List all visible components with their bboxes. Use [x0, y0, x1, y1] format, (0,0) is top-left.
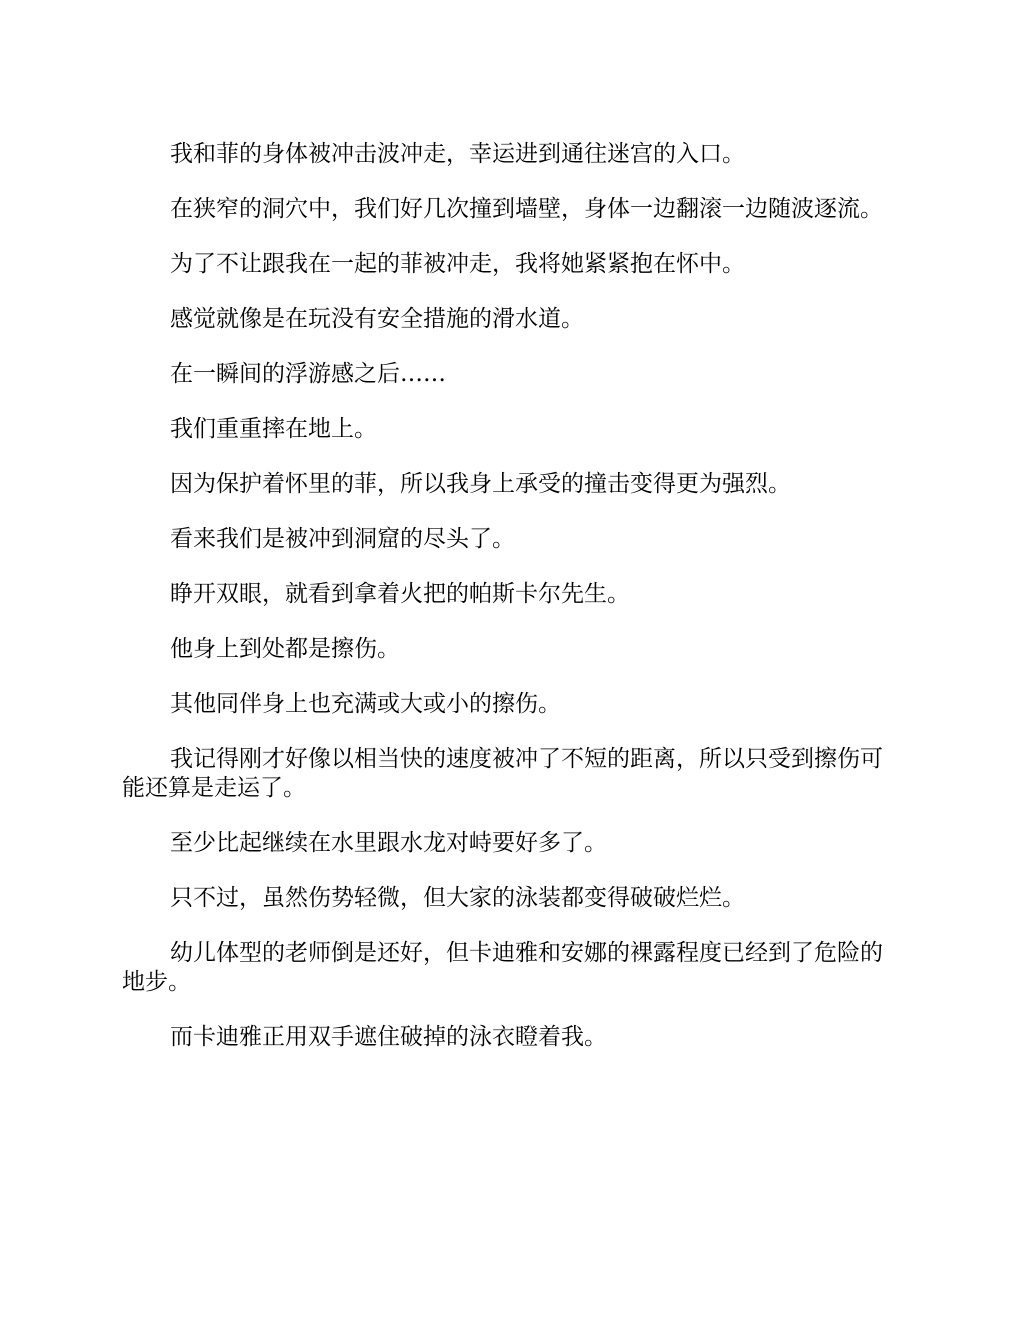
paragraph-8: 看来我们是被冲到洞窟的尽头了。	[170, 526, 515, 552]
paragraph-11: 其他同伴身上也充满或大或小的擦伤。	[170, 691, 561, 717]
paragraph-6: 我们重重摔在地上。	[170, 416, 377, 442]
paragraph-3: 为了不让跟我在一起的菲被冲走，我将她紧紧抱在怀中。	[170, 251, 745, 277]
document-page	[122, 140, 898, 1078]
paragraph-16: 而卡迪雅正用双手遮住破掉的泳衣瞪着我。	[170, 1024, 607, 1050]
paragraph-10: 他身上到处都是擦伤。	[170, 636, 400, 662]
paragraph-1: 我和菲的身体被冲击波冲走，幸运进到通往迷宫的入口。	[170, 141, 745, 167]
paragraph-7: 因为保护着怀里的菲，所以我身上承受的撞击变得更为强烈。	[170, 471, 791, 497]
paragraph-12: 我记得刚才好像以相当快的速度被冲了不短的距离，所以只受到擦伤可能还算是走运了。	[122, 746, 883, 801]
paragraph-5: 在一瞬间的浮游感之后……	[170, 361, 446, 387]
paragraph-4: 感觉就像是在玩没有安全措施的滑水道。	[170, 306, 584, 332]
paragraph-9: 睁开双眼，就看到拿着火把的帕斯卡尔先生。	[170, 581, 630, 607]
paragraph-2: 在狭窄的洞穴中，我们好几次撞到墙壁，身体一边翻滚一边随波逐流。	[170, 196, 883, 222]
paragraph-15: 幼儿体型的老师倒是还好，但卡迪雅和安娜的裸露程度已经到了危险的地步。	[122, 940, 883, 995]
paragraph-13: 至少比起继续在水里跟水龙对峙要好多了。	[170, 830, 607, 856]
paragraph-14: 只不过，虽然伤势轻微，但大家的泳装都变得破破烂烂。	[170, 885, 745, 911]
